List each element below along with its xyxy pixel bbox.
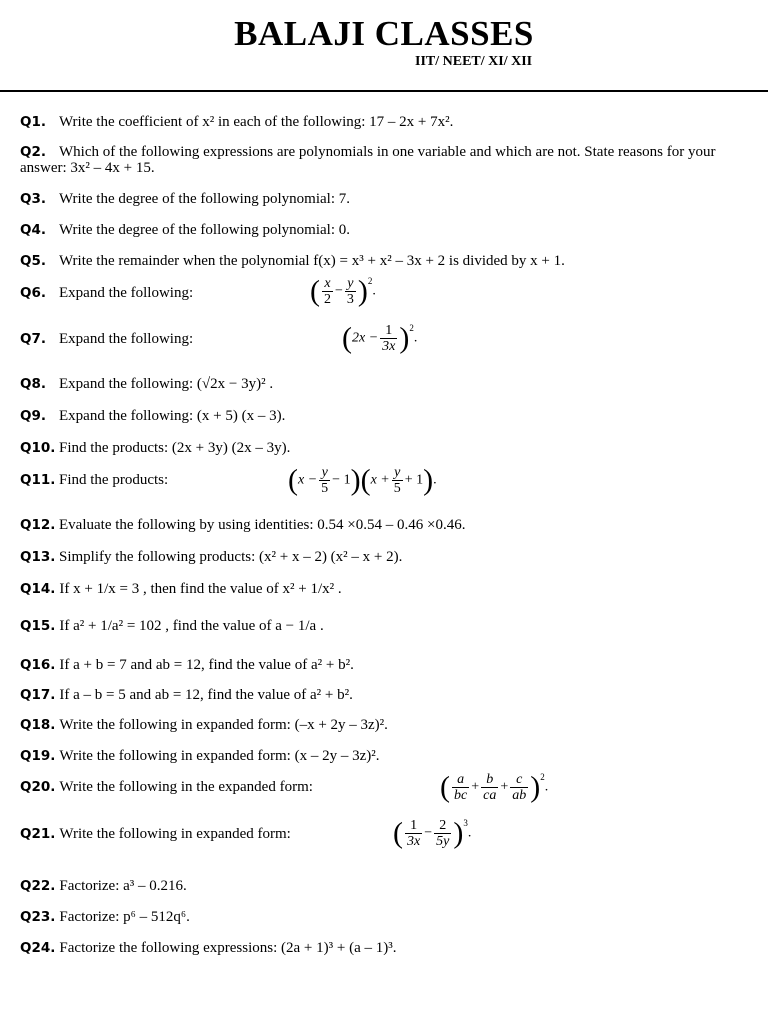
question-text: Write the degree of the following polynomial: 7. [59,191,350,207]
question-18 [20,717,388,733]
question-5 [20,253,565,269]
question-number: Q15. [20,618,56,634]
question-21 [20,826,291,842]
question-22 [20,878,187,894]
question-number: Q24. [20,940,56,956]
question-number: Q1. [20,114,46,130]
question-text: Evaluate the following by using identities: 0.54 ×0.54 – 0.46 ×0.46. [59,517,466,533]
question-number: Q4. [20,222,46,238]
question-text: Write the degree of the following polynomial: 0. [59,222,350,238]
question-text: If a – b = 5 and ab = 12, find the value of a² + b². [59,687,353,703]
page-subtitle: IIT/ NEET/ XI/ XII [415,54,533,69]
question-number: Q19. [20,748,56,764]
question-text: Write the remainder when the polynomial f(x) = x³ + x² – 3x + 2 is divided by x + 1. [59,253,565,269]
question-number: Q14. [20,581,56,597]
question-number: Q5. [20,253,46,269]
question-number: Q9. [20,408,46,424]
question-number: Q6. [20,285,46,301]
question-text: Factorize: p⁶ – 512q⁶. [59,909,190,925]
question-number: Q23. [20,909,56,925]
question-number: Q17. [20,687,56,703]
question-number: Q13. [20,549,56,565]
question-10 [20,440,290,456]
question-20 [20,779,313,795]
question-4 [20,222,350,238]
question-text: If a² + 1/a² = 102 , find the value of a − 1/a . [59,618,324,634]
header-divider [0,90,768,92]
question-number: Q16. [20,657,56,673]
question-24 [20,940,396,956]
question-16 [20,657,354,673]
question-text: Find the products: (2x + 3y) (2x – 3y). [59,440,291,456]
question-13 [20,549,402,565]
question-text: Write the following in the expanded form: [59,779,313,795]
question-number: Q2. [20,144,46,160]
question-6 [20,285,193,301]
question-1 [20,114,453,130]
question-text: Find the products: [59,472,169,488]
question-text: Which of the following expressions are polynomials in one variable and which are not. State reasons for your answer: 3x² – 4x + 15. [20,144,716,176]
question-number: Q3. [20,191,46,207]
question-number: Q8. [20,376,46,392]
question-7 [20,331,193,347]
question-23 [20,909,190,925]
question-text: Expand the following: [59,285,194,301]
question-number: Q12. [20,517,56,533]
q11-expression: (x − $\frac{y}{5}$ − 1)(x + $\frac{y}{5}$ + 1). [288,463,437,497]
question-8 [20,376,273,392]
question-number: Q10. [20,440,56,456]
question-number: Q18. [20,717,56,733]
question-number: Q11. [20,472,56,488]
question-19 [20,748,379,764]
question-15 [20,618,324,634]
q6-expression: ( $\frac{x}{2}$ − $\frac{y}{3}$ )$^2$. [310,274,376,308]
question-text: Simplify the following products: (x² + x – 2) (x² – x + 2). [59,549,403,565]
question-text: Write the following in expanded form: (–x + 2y – 3z)². [59,717,388,733]
q20-expression: ( $\frac{a}{bc}$ + $\frac{b}{ca}$ + $\frac{c}{ab}$ )$^2$. [440,770,549,804]
q7-expression: (2x − $\frac{1}{3x}$ )$^2$. [342,321,418,355]
question-number: Q7. [20,331,46,347]
question-9 [20,408,285,424]
question-number: Q22. [20,878,56,894]
question-text: Factorize the following expressions: (2a + 1)³ + (a – 1)³. [59,940,397,956]
question-12 [20,517,465,533]
question-text: Expand the following: [59,331,194,347]
question-text: If a + b = 7 and ab = 12, find the value of a² + b². [59,657,354,673]
question-number: Q20. [20,779,56,795]
question-14 [20,581,342,597]
question-text: Write the coefficient of x² in each of the following: 17 – 2x + 7x². [59,114,454,130]
q21-expression: ( $\frac{1}{3x}$ − $\frac{2}{5y}$ )$^3$. [393,816,472,850]
page-title: BALAJI CLASSES [234,14,534,53]
question-text: Write the following in expanded form: (x – 2y – 3z)². [59,748,380,764]
question-text: If x + 1/x = 3 , then find the value of x² + 1/x² . [59,581,342,597]
question-3 [20,191,350,207]
question-text: Write the following in expanded form: [59,826,291,842]
question-number: Q21. [20,826,56,842]
question-text: Expand the following: (√2x − 3y)² . [59,376,274,392]
question-text: Factorize: a³ – 0.216. [59,878,187,894]
question-11 [20,472,168,488]
question-17 [20,687,353,703]
question-2 [20,144,720,176]
question-text: Expand the following: (x + 5) (x – 3). [59,408,286,424]
